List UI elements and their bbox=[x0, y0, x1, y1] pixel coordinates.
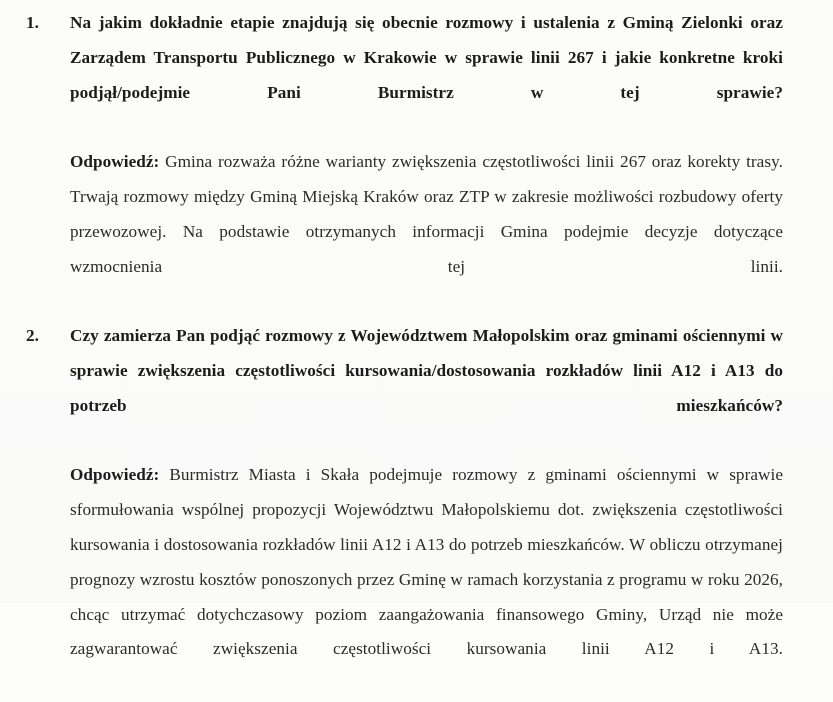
question-number-2: 2. bbox=[26, 326, 39, 346]
question-text-1: Na jakim dokładnie etapie znajdują się obecnie rozmowy i ustalenia z Gminą Zielonki oraz Zarządem Transportu Publicznego w Krakowie w sprawie linii 267 i jakie konkretne kroki podjął/podejmie Pani Burmistrz w tej sprawie? bbox=[70, 13, 783, 102]
question-number-1: 1. bbox=[26, 13, 39, 32]
qa-item-2 bbox=[0, 319, 833, 702]
answer-text-2: Burmistrz Miasta i Skała podejmuje rozmowy z gminami ościennymi w sprawie sformułowania wspólnej propozycji Województwu Małopolskiemu dot. zwiększenia częstotliwości kursowania i dostosowania rozkładów linii A12 i A13 do potrzeb mieszkańców. W obliczu otrzymanej prognozy wzrostu kosztów ponoszonych przez Gminę w ramach korzystania z programu w roku 2026, chcąc utrzymać dotychczasowy poziom zaangażowania finansowego Gminy, Urząd nie może zagwarantować zwiększenia częstotliwości kursowania linii A12 i A13. bbox=[70, 465, 783, 659]
answer-paragraph-2 bbox=[70, 458, 783, 702]
document-body bbox=[0, 6, 833, 702]
question-text-2: Czy zamierza Pan podjąć rozmowy z Województwem Małopolskim oraz gminami ościennymi w sprawie zwiększenia częstotliwości kursowania/dostosowania rozkładów linii A12 i A13 do potrzeb mieszkańców? bbox=[70, 326, 783, 415]
answer-label-1: Odpowiedź: bbox=[70, 152, 160, 172]
answer-paragraph-1 bbox=[70, 145, 783, 319]
qa-item-1 bbox=[0, 6, 833, 319]
answer-text-1: Gmina rozważa różne warianty zwiększenia częstotliwości linii 267 oraz korekty trasy. Trwają rozmowy między Gminą Miejską Kraków oraz ZTP w zakresie możliwości rozbudowy oferty przewozowej. Na podstawie otrzymanych informacji Gmina podejmie decyzje dotyczące wzmocnienia tej linii. bbox=[70, 152, 783, 276]
answer-label-2: Odpowiedź: bbox=[70, 465, 160, 485]
